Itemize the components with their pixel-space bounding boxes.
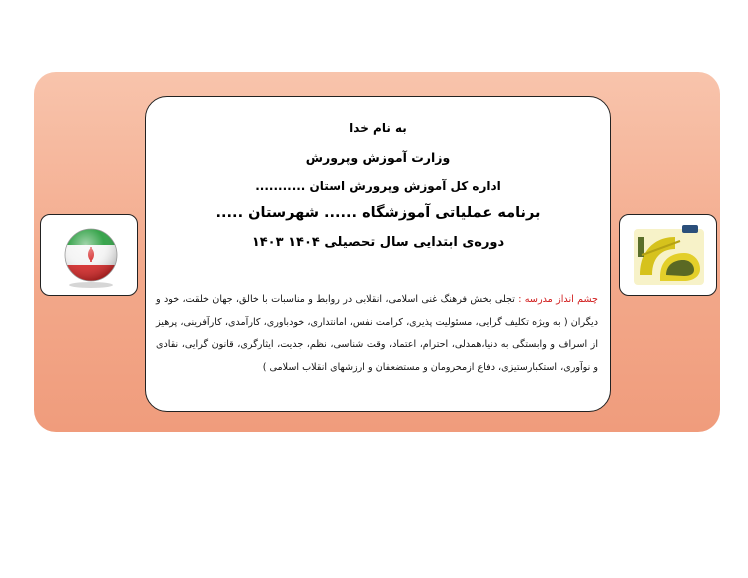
iran-flag-icon (41, 215, 137, 295)
province-office: اداره کل آموزش وپرورش استان ........... (255, 179, 501, 193)
basmala: به نام خدا (349, 121, 407, 135)
ministry-title: وزارت آموزش وپرورش (305, 150, 451, 165)
ministry-logo-icon (620, 215, 716, 295)
vision-label: چشم انداز مدرسه : (518, 294, 598, 305)
flag-frame (40, 214, 138, 296)
program-card (145, 96, 611, 412)
logo-frame (619, 214, 717, 296)
school-vision (156, 289, 598, 379)
academic-period: دوره‌ی ابتدایی سال تحصیلی ۱۴۰۴ ۱۴۰۳ (251, 235, 505, 250)
program-title: برنامه عملیاتی آموزشگاه ...... شهرستان ..... (215, 205, 541, 221)
vision-text: تجلی بخش فرهنگ غنی اسلامی، انقلابی در روابط و مناسبات با خالق، جهان خلقت، خود و دیگران ( به ویژه تکلیف گرایی، مسئولیت پذیری، کرامت نفس، امانتداری، خودباوری، کارآمدی، کارآفرینی، پرهیز از اسراف و وابستگی به دنیا،همدلی، احترام، اعتماد، وقت شناسی، نظم، جدیت، ایثارگری، قانون گرایی، نقادی و نوآوری، استکبارستیزی، دفاع ازمحرومان و مستضعفان و ارزشهای انقلاب اسلامی ) (156, 294, 598, 373)
